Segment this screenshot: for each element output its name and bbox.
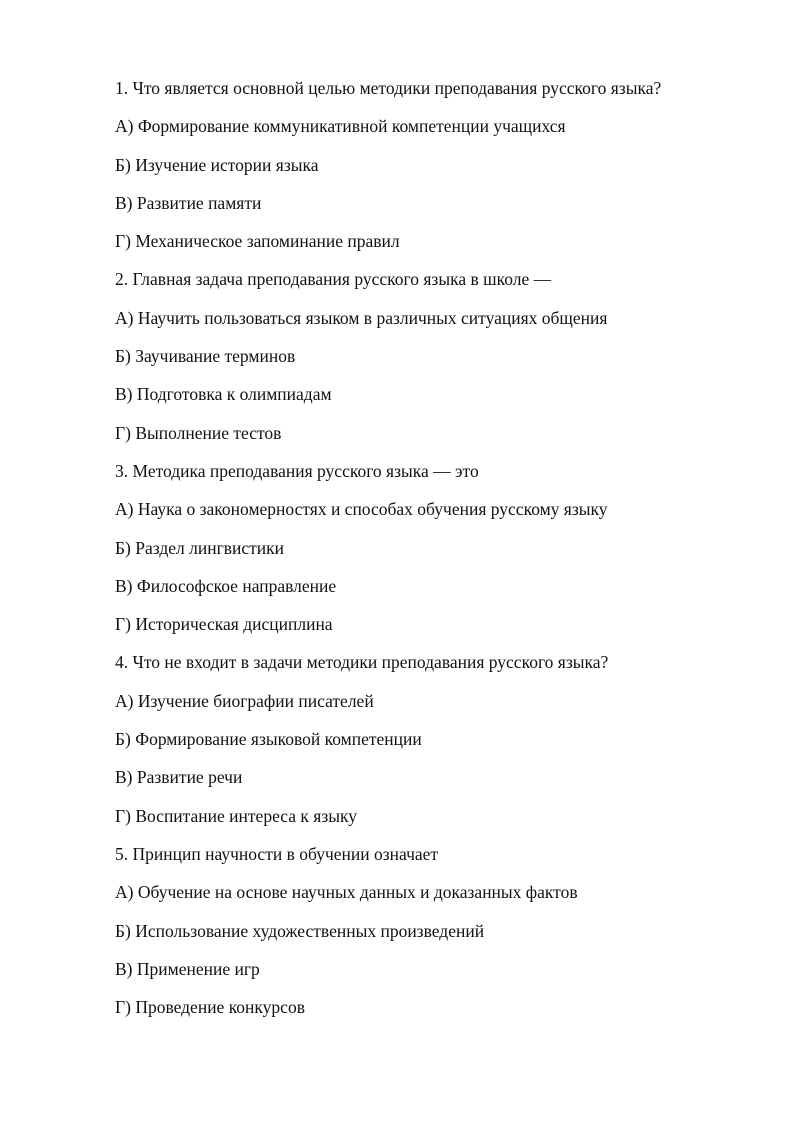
question-2-option-a: А) Научить пользоваться языком в различных ситуациях общения	[115, 307, 608, 328]
question-3-option-a: А) Наука о закономерностях и способах обучения русскому языку	[115, 499, 608, 520]
question-3-option-b: Б) Раздел лингвистики	[115, 537, 285, 558]
question-5-text: 5. Принцип научности в обучении означает	[115, 843, 439, 864]
question-3-text: 3. Методика преподавания русского языка — это	[115, 460, 479, 481]
question-5-option-b: Б) Использование художественных произведений	[115, 920, 485, 941]
question-2-text: 2. Главная задача преподавания русского языка в школе —	[115, 269, 552, 290]
question-4-option-g: Г) Воспитание интереса к языку	[115, 805, 358, 826]
question-2-option-g: Г) Выполнение тестов	[115, 422, 282, 443]
question-2-option-b: Б) Заучивание терминов	[115, 346, 296, 367]
question-4-option-b: Б) Формирование языковой компетенции	[115, 729, 422, 750]
question-1-option-a: А) Формирование коммуникативной компетенции учащихся	[115, 116, 566, 137]
question-1-option-g: Г) Механическое запоминание правил	[115, 231, 400, 252]
question-5-option-v: В) Применение игр	[115, 958, 260, 979]
question-4-option-v: В) Развитие речи	[115, 767, 243, 788]
question-4-text: 4. Что не входит в задачи методики преподавания русского языка?	[115, 652, 609, 673]
question-5-option-g: Г) Проведение конкурсов	[115, 997, 305, 1018]
question-5-option-a: А) Обучение на основе научных данных и доказанных фактов	[115, 882, 578, 903]
question-3-option-v: В) Философское направление	[115, 575, 337, 596]
question-1-option-b: Б) Изучение истории языка	[115, 154, 319, 175]
question-3-option-g: Г) Историческая дисциплина	[115, 614, 333, 635]
question-1-option-v: В) Развитие памяти	[115, 192, 262, 213]
quiz-body	[115, 74, 755, 1031]
question-4-option-a: А) Изучение биографии писателей	[115, 690, 374, 711]
question-2-option-v: В) Подготовка к олимпиадам	[115, 384, 332, 405]
question-1-text: 1. Что является основной целью методики преподавания русского языка?	[115, 78, 662, 98]
